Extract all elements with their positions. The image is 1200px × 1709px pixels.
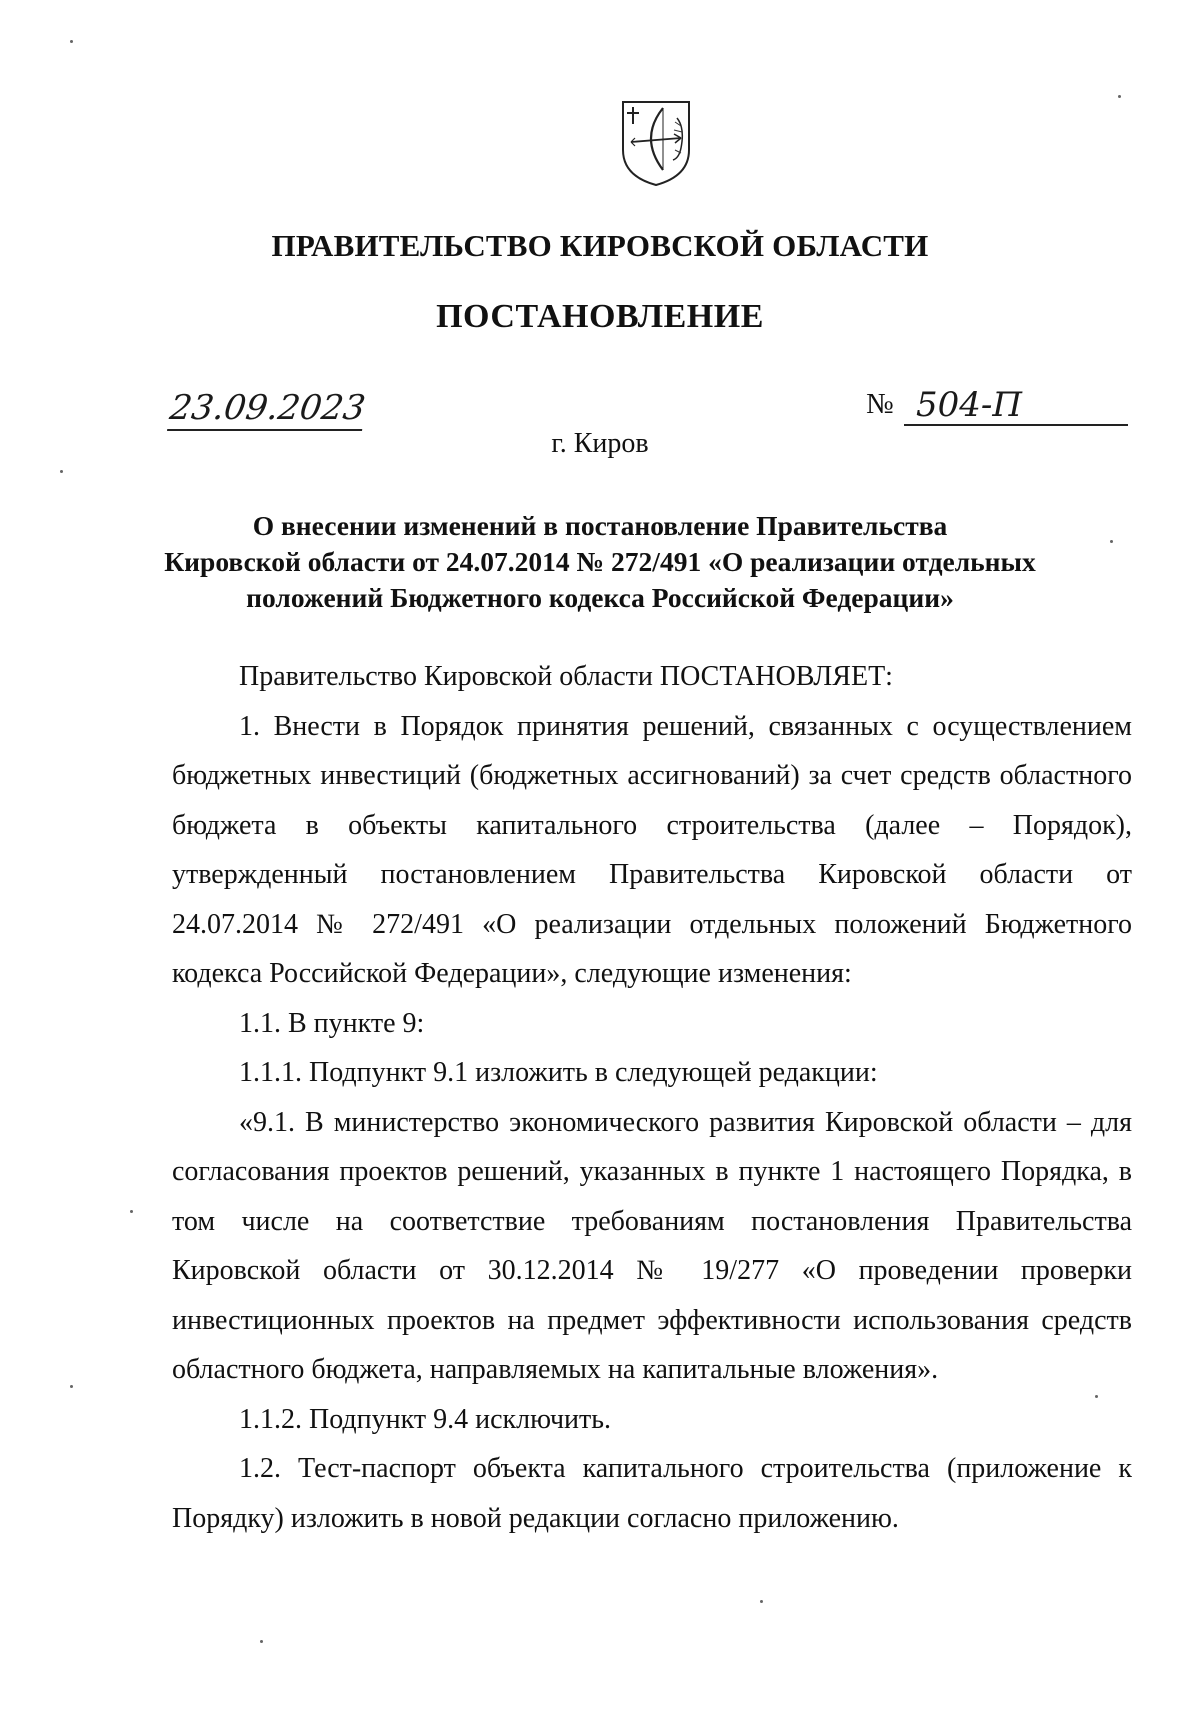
subject-line: Кировской области от 24.07.2014 № 272/491 «О реализации отдельных — [164, 546, 1036, 577]
document-date: 23.09.2023 — [167, 388, 368, 431]
document-subject — [150, 508, 1050, 616]
number-label: № — [866, 388, 894, 420]
scan-speck — [60, 470, 63, 473]
paragraph-preamble: Правительство Кировской области ПОСТАНОВЛЯЕТ: — [239, 661, 893, 692]
document-type-heading: ПОСТАНОВЛЕНИЕ — [436, 298, 764, 335]
paragraph-quote-9-1: «9.1. В министерство экономического развития Кировской области – для согласования проектов решений, указанных в пункте 1 настоящего Порядка, в том числе на соответствие требованиям постановления Правительства Кировской области от 30.12.2014 № 19/277 «О проведении проверки инвестиционных проектов на предмет эффективности использования средств областного бюджета, направляемых на капитальные вложения». — [172, 1106, 1132, 1385]
organization-title: ПРАВИТЕЛЬСТВО КИРОВСКОЙ ОБЛАСТИ — [271, 228, 929, 263]
paragraph-item-1: 1. Внести в Порядок принятия решений, связанных с осуществлением бюджетных инвестиций (бюджетных ассигнований) за счет средств областного бюджета в объекты капитального строительства (далее – Порядок), утвержденный постановлением Правительства Кировской области от 24.07.2014 № 272/491 «О реализации отдельных положений Бюджетного кодекса Российской Федерации», следующие изменения: — [172, 710, 1132, 989]
subject-line: положений Бюджетного кодекса Российской Федерации» — [246, 582, 954, 613]
subject-line: О внесении изменений в постановление Правительства — [252, 510, 948, 541]
coat-of-arms-icon — [619, 98, 693, 188]
scan-speck — [760, 1600, 763, 1603]
scan-speck — [1095, 1395, 1098, 1398]
scan-speck — [1118, 95, 1121, 98]
scan-speck — [260, 1640, 263, 1643]
scan-speck — [70, 1385, 73, 1388]
paragraph-item-1-1-2: 1.1.2. Подпункт 9.4 исключить. — [239, 1403, 612, 1435]
paragraph-item-1-1-1: 1.1.1. Подпункт 9.1 изложить в следующей редакции: — [239, 1057, 878, 1088]
scan-speck — [1110, 540, 1113, 543]
scan-speck — [130, 1210, 133, 1213]
paragraph-item-1-1: 1.1. В пункте 9: — [239, 1007, 425, 1039]
scan-speck — [70, 40, 73, 43]
paragraph-item-1-2: 1.2. Тест-паспорт объекта капитального строительства (приложение к Порядку) изложить в новой редакции согласно приложению. — [172, 1453, 1132, 1534]
city-line: г. Киров — [551, 428, 649, 459]
document-number: 504-П — [904, 386, 1128, 426]
document-body — [172, 652, 1132, 1543]
